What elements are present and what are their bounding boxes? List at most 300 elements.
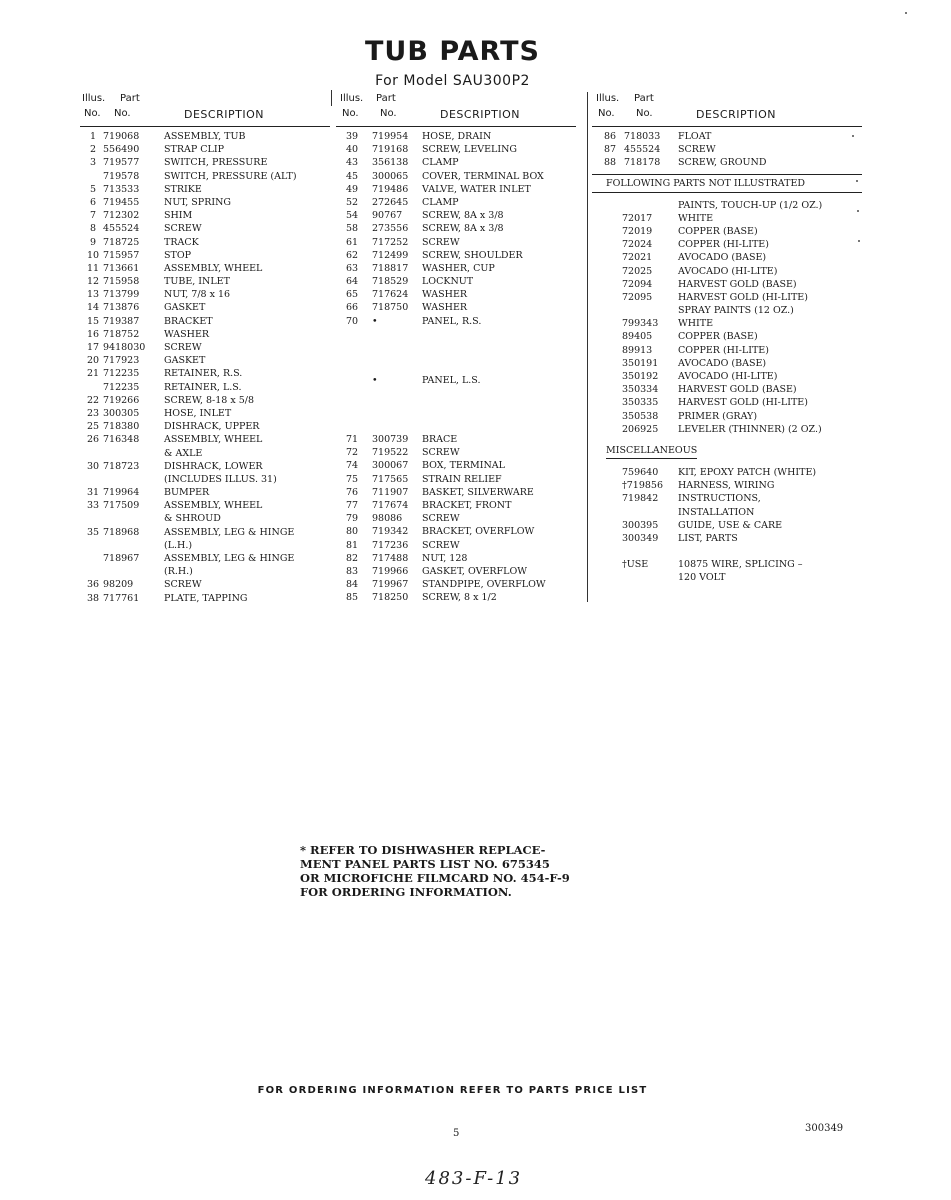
part-description: PLATE, TAPPING <box>164 592 248 604</box>
part-description: (R.H.) <box>164 566 193 578</box>
illus-number: 62 <box>345 249 359 261</box>
part-description: SCREW <box>422 539 460 551</box>
not-illustrated-label: FOLLOWING PARTS NOT ILLUSTRATED <box>606 177 805 189</box>
header-rule <box>80 126 330 127</box>
part-description: SWITCH, PRESSURE (ALT) <box>164 170 297 182</box>
part-description: COPPER (BASE) <box>678 225 758 237</box>
illus-number: 7 <box>89 210 97 222</box>
list-item <box>80 341 330 354</box>
part-number: 72019 <box>622 225 653 237</box>
part-description: AVOCADO (HI-LITE) <box>678 371 778 382</box>
list-item <box>80 512 330 525</box>
parts-list <box>592 130 862 585</box>
column-header <box>336 93 576 126</box>
part-description: STRAP CLIP <box>164 144 224 156</box>
part-number: 350334 <box>622 384 659 396</box>
list-item <box>592 479 862 492</box>
page-number: 5 <box>453 1128 460 1139</box>
illus-header: Illus. <box>340 93 364 104</box>
illus-number: 12 <box>86 276 100 288</box>
part-number: 356138 <box>372 157 409 169</box>
illus-number: 45 <box>345 170 359 182</box>
part-description: GASKET <box>164 302 206 314</box>
part-description: STANDPIPE, OVERFLOW <box>422 579 546 591</box>
part-description: HARNESS, WIRING <box>678 480 775 492</box>
part-description: LEVELER (THINNER) (2 OZ.) <box>678 423 822 435</box>
list-item <box>336 552 576 565</box>
illus-number: 31 <box>86 487 100 499</box>
part-description: STRAIN RELIEF <box>422 473 502 485</box>
note-line: * REFER TO DISHWASHER REPLACE- <box>300 843 546 857</box>
list-item <box>80 328 330 341</box>
note-line: FOR ORDERING INFORMATION. <box>300 885 512 899</box>
column-header <box>592 93 862 126</box>
list-item <box>80 552 330 565</box>
list-item <box>592 291 862 304</box>
part-description: AVOCADO (BASE) <box>678 357 767 369</box>
part-description: SCREW, 8A x 3/8 <box>422 223 504 235</box>
list-item <box>592 304 862 317</box>
illus-number: 88 <box>603 157 617 169</box>
part-description: SCREW, 8A x 3/8 <box>422 210 504 222</box>
part-number: 719168 <box>372 144 409 156</box>
illus-number: 72 <box>345 447 359 459</box>
part-description: DISHRACK, UPPER <box>164 421 260 433</box>
part-number: 350192 <box>622 371 659 382</box>
part-number: 713876 <box>103 302 140 314</box>
part-number: 713533 <box>103 183 140 195</box>
part-number: 300305 <box>103 407 140 419</box>
list-item <box>80 394 330 407</box>
illus-number: 11 <box>86 262 100 274</box>
part-description: 120 VOLT <box>678 572 726 584</box>
part-description: LIST, PARTS <box>678 532 738 544</box>
part-description: ASSEMBLY, TUB <box>164 131 246 142</box>
part-no-header: No. <box>380 108 397 119</box>
part-description: GUIDE, USE & CARE <box>678 519 783 531</box>
part-number: 719068 <box>103 131 140 142</box>
part-number: 719522 <box>372 447 409 459</box>
illus-number: 76 <box>345 486 359 498</box>
illus-number: 49 <box>345 183 359 195</box>
list-item <box>80 262 330 275</box>
list-item <box>336 525 576 538</box>
list-item <box>592 212 862 225</box>
row-spacer <box>336 328 576 374</box>
part-description: SCREW <box>422 513 460 525</box>
part-description: PANEL, R.S. <box>422 315 482 327</box>
part-description: NUT, 128 <box>422 552 468 564</box>
row-spacer <box>592 436 862 444</box>
note-line: MENT PANEL PARTS LIST NO. 675345 <box>300 857 550 871</box>
part-number: 719266 <box>103 394 140 406</box>
illus-no-header: No. <box>84 108 101 119</box>
illus-number: 86 <box>603 131 617 142</box>
part-no-header: No. <box>114 108 131 119</box>
part-description: CLAMP <box>422 196 459 208</box>
row-spacer <box>336 387 576 433</box>
part-description: SPRAY PAINTS (12 OZ.) <box>678 305 794 317</box>
parts-list <box>336 130 576 604</box>
part-number: 712499 <box>372 249 409 261</box>
scan-speck <box>857 210 859 212</box>
illus-number: 9 <box>89 236 97 248</box>
list-item <box>336 183 576 196</box>
part-number: 713661 <box>103 262 140 274</box>
part-number: 300349 <box>622 532 659 544</box>
part-number: 89913 <box>622 344 653 356</box>
list-item <box>592 558 862 571</box>
part-number: 713799 <box>103 289 140 301</box>
not-illustrated-heading <box>592 177 862 193</box>
illus-header: Illus. <box>596 93 620 104</box>
part-description: FLOAT <box>678 131 712 142</box>
part-description: SCREW, LEVELING <box>422 144 518 156</box>
part-description: SCREW <box>164 579 202 591</box>
illus-number: 65 <box>345 289 359 301</box>
illus-number: 39 <box>345 131 359 142</box>
part-number: 719967 <box>372 579 409 591</box>
list-item <box>336 156 576 169</box>
list-item <box>80 526 330 539</box>
list-item <box>592 571 862 584</box>
illus-number: 84 <box>345 579 359 591</box>
part-description: HARVEST GOLD (HI-LITE) <box>678 397 808 409</box>
part-description: BUMPER <box>164 487 210 499</box>
page-title: TUB PARTS <box>365 36 540 67</box>
list-item <box>80 433 330 446</box>
illus-number: 30 <box>86 460 100 472</box>
list-item <box>80 486 330 499</box>
list-item <box>80 170 330 183</box>
illus-number: 1 <box>89 131 97 142</box>
illus-no-header: No. <box>598 108 615 119</box>
list-item <box>336 301 576 314</box>
part-number: 717624 <box>372 289 409 301</box>
part-number: 718750 <box>372 302 409 314</box>
part-description: HARVEST GOLD (HI-LITE) <box>678 291 808 303</box>
part-description: WASHER <box>422 289 468 301</box>
part-no-header: No. <box>636 108 653 119</box>
part-number: 350538 <box>622 410 659 422</box>
list-item <box>80 473 330 486</box>
part-description: SWITCH, PRESSURE <box>164 157 268 169</box>
illus-number: 13 <box>86 289 100 301</box>
part-number: 717252 <box>372 236 409 248</box>
part-description: PAINTS, TOUCH-UP (1/2 OZ.) <box>678 199 823 211</box>
illus-number: 20 <box>86 355 100 367</box>
part-number: 300395 <box>622 519 659 531</box>
illus-no-header: No. <box>342 108 359 119</box>
part-number: • <box>372 374 378 386</box>
part-description: RETAINER, R.S. <box>164 368 243 380</box>
part-description: STOP <box>164 249 192 261</box>
part-description: ASSEMBLY, LEG & HINGE <box>164 553 295 564</box>
part-number: 718178 <box>624 157 661 169</box>
description-header: DESCRIPTION <box>184 108 264 121</box>
list-item <box>80 288 330 301</box>
part-number: 719577 <box>103 157 140 169</box>
scan-speck <box>858 240 860 242</box>
list-item <box>80 236 330 249</box>
part-description: SCREW, GROUND <box>678 157 767 169</box>
list-item <box>592 199 862 212</box>
part-number: 272645 <box>372 196 409 208</box>
list-item <box>80 460 330 473</box>
list-item <box>592 545 862 558</box>
part-description: CLAMP <box>422 157 459 169</box>
illus-header: Illus. <box>82 93 106 104</box>
list-item <box>592 143 862 156</box>
part-number: 350191 <box>622 357 659 369</box>
document-number: 300349 <box>805 1123 844 1134</box>
illus-number: 25 <box>86 421 100 433</box>
part-description: SCREW <box>678 144 716 156</box>
part-description: KIT, EPOXY PATCH (WHITE) <box>678 466 817 478</box>
part-description: RETAINER, L.S. <box>164 381 242 393</box>
part-number: 718723 <box>103 460 140 472</box>
part-number: 455524 <box>103 223 140 235</box>
illus-number: 80 <box>345 526 359 538</box>
illus-number: 63 <box>345 262 359 274</box>
illus-number: 61 <box>345 236 359 248</box>
illus-number: 70 <box>345 315 359 327</box>
part-number: 300067 <box>372 460 409 472</box>
part-description: (INCLUDES ILLUS. 31) <box>164 473 277 485</box>
illus-number: 21 <box>86 368 100 380</box>
part-description: (L.H.) <box>164 539 193 551</box>
part-number: 72095 <box>622 291 653 303</box>
illus-number: 22 <box>86 394 100 406</box>
part-header: Part <box>120 93 140 104</box>
part-number: 719455 <box>103 196 140 208</box>
list-item <box>80 539 330 552</box>
illus-number: 8 <box>89 223 97 235</box>
part-number: 90767 <box>372 210 403 222</box>
part-number: 719964 <box>103 487 140 499</box>
list-item <box>336 236 576 249</box>
part-number: 718725 <box>103 236 140 248</box>
part-description: BRACKET, FRONT <box>422 499 512 511</box>
list-item <box>80 578 330 591</box>
part-description: GASKET, OVERFLOW <box>422 565 527 577</box>
part-number: 300739 <box>372 434 409 445</box>
part-description: SCREW, 8-18 x 5/8 <box>164 394 255 406</box>
part-description: WHITE <box>678 212 714 224</box>
list-item <box>592 278 862 291</box>
part-description: COPPER (BASE) <box>678 331 758 343</box>
list-item <box>592 317 862 330</box>
part-number: 719486 <box>372 183 409 195</box>
list-item <box>336 499 576 512</box>
illus-number: 40 <box>345 144 359 156</box>
illus-number: 33 <box>86 500 100 512</box>
list-item <box>336 130 576 143</box>
part-description: HOSE, INLET <box>164 407 232 419</box>
part-description: WASHER <box>422 302 468 314</box>
list-item <box>80 315 330 328</box>
list-item <box>80 156 330 169</box>
section-rule <box>592 174 862 175</box>
list-item <box>592 225 862 238</box>
part-number: 72024 <box>622 239 653 251</box>
column-divider-2 <box>587 92 588 602</box>
list-item <box>80 196 330 209</box>
list-item <box>336 196 576 209</box>
part-description: DISHRACK, LOWER <box>164 460 263 472</box>
illus-number: 79 <box>345 513 359 525</box>
part-number: †USE <box>622 559 649 571</box>
part-description: SCREW <box>164 223 202 235</box>
part-description: INSTALLATION <box>678 506 755 518</box>
part-header: Part <box>634 93 654 104</box>
description-header: DESCRIPTION <box>696 108 776 121</box>
illus-number: 14 <box>86 302 100 314</box>
illus-number: 52 <box>345 196 359 208</box>
illus-number: 43 <box>345 157 359 169</box>
part-number: 717236 <box>372 539 409 551</box>
part-number: 719842 <box>622 493 659 505</box>
illus-number: 64 <box>345 276 359 288</box>
part-number: 717674 <box>372 499 409 511</box>
part-number: 350335 <box>622 397 659 409</box>
list-item <box>336 473 576 486</box>
part-description: SHIM <box>164 210 193 222</box>
part-description: TRACK <box>164 236 199 248</box>
part-description: ASSEMBLY, WHEEL <box>164 500 263 512</box>
part-description: BRACKET <box>164 315 213 327</box>
list-item <box>80 301 330 314</box>
list-item <box>336 591 576 604</box>
part-description: SCREW, SHOULDER <box>422 249 523 261</box>
list-item <box>336 209 576 222</box>
part-number: 711907 <box>372 486 409 498</box>
part-description: INSTRUCTIONS, <box>678 493 761 505</box>
list-item <box>336 512 576 525</box>
list-item <box>592 506 862 519</box>
part-number: 715958 <box>103 276 140 288</box>
illus-number: 10 <box>86 249 100 261</box>
parts-list <box>80 130 330 605</box>
illus-number: 35 <box>86 526 100 538</box>
list-item <box>336 486 576 499</box>
list-item <box>592 130 862 143</box>
part-number: 719342 <box>372 526 409 538</box>
part-description: VALVE, WATER INLET <box>422 183 531 195</box>
part-number: 718380 <box>103 421 140 433</box>
part-description: NUT, 7/8 x 16 <box>164 289 231 301</box>
part-number: 273556 <box>372 223 409 235</box>
list-item <box>592 156 862 169</box>
part-description: BOX, TERMINAL <box>422 460 505 472</box>
list-item <box>592 519 862 532</box>
list-item <box>80 130 330 143</box>
illus-number: 77 <box>345 499 359 511</box>
part-number: 717761 <box>103 592 140 604</box>
part-description: PRIMER (GRAY) <box>678 410 758 422</box>
handwritten-reference: 483-F-13 <box>425 1168 523 1189</box>
part-description: SCREW <box>422 447 460 459</box>
illus-number: 87 <box>603 144 617 156</box>
part-number: 719966 <box>372 565 409 577</box>
illus-number: 74 <box>345 460 359 472</box>
list-item <box>336 262 576 275</box>
part-number: †719856 <box>622 480 664 492</box>
illus-number: 71 <box>345 434 359 445</box>
header-rule <box>592 126 862 127</box>
list-item <box>592 251 862 264</box>
part-description: & SHROUD <box>164 513 221 525</box>
list-item <box>80 447 330 460</box>
list-item <box>80 209 330 222</box>
list-item <box>336 459 576 472</box>
part-number: 717565 <box>372 473 409 485</box>
illus-number: 15 <box>86 315 100 327</box>
part-description: ASSEMBLY, WHEEL <box>164 262 263 274</box>
parts-column-2 <box>336 93 576 604</box>
part-number: 712302 <box>103 210 140 222</box>
illus-number: 23 <box>86 407 100 419</box>
part-description: HARVEST GOLD (BASE) <box>678 278 797 290</box>
list-item <box>592 396 862 409</box>
part-number: 98209 <box>103 579 134 591</box>
part-description: COVER, TERMINAL BOX <box>422 170 544 182</box>
illus-number: 6 <box>89 196 97 208</box>
list-item <box>592 357 862 370</box>
replacement-panel-note <box>300 843 600 899</box>
list-item <box>592 532 862 545</box>
illus-number: 2 <box>89 144 97 156</box>
list-item <box>336 374 576 387</box>
list-item <box>592 265 862 278</box>
column-header <box>80 93 330 126</box>
ordering-footer: FOR ORDERING INFORMATION REFER TO PARTS PRICE LIST <box>257 1085 648 1096</box>
part-number: 98086 <box>372 513 403 525</box>
part-description: GASKET <box>164 355 206 367</box>
part-number: 717509 <box>103 500 140 512</box>
list-item <box>336 315 576 328</box>
part-description: PANEL, L.S. <box>422 374 481 386</box>
list-item <box>592 370 862 383</box>
part-number: 89405 <box>622 331 653 343</box>
column-divider-1 <box>331 90 332 106</box>
parts-column-3 <box>592 93 862 585</box>
miscellaneous-heading <box>592 444 862 460</box>
part-header: Part <box>376 93 396 104</box>
part-number: 718968 <box>103 526 140 538</box>
parts-column-1 <box>80 93 330 605</box>
part-description: COPPER (HI-LITE) <box>678 239 769 251</box>
part-number: 717488 <box>372 552 409 564</box>
illus-number: 66 <box>345 302 359 314</box>
part-description: ASSEMBLY, LEG & HINGE <box>164 526 295 538</box>
part-description: STRIKE <box>164 183 202 195</box>
part-number: 300065 <box>372 170 409 182</box>
part-number: 206925 <box>622 423 659 435</box>
part-number: 712235 <box>103 368 140 380</box>
list-item <box>80 143 330 156</box>
list-item <box>336 433 576 446</box>
list-item <box>80 499 330 512</box>
part-number: 716348 <box>103 434 140 446</box>
part-description: AVOCADO (BASE) <box>678 252 767 264</box>
list-item <box>592 383 862 396</box>
part-number: 719954 <box>372 131 409 142</box>
part-description: LOCKNUT <box>422 276 474 288</box>
part-number: 719387 <box>103 315 140 327</box>
part-description: TUBE, INLET <box>164 276 230 288</box>
list-item <box>592 330 862 343</box>
